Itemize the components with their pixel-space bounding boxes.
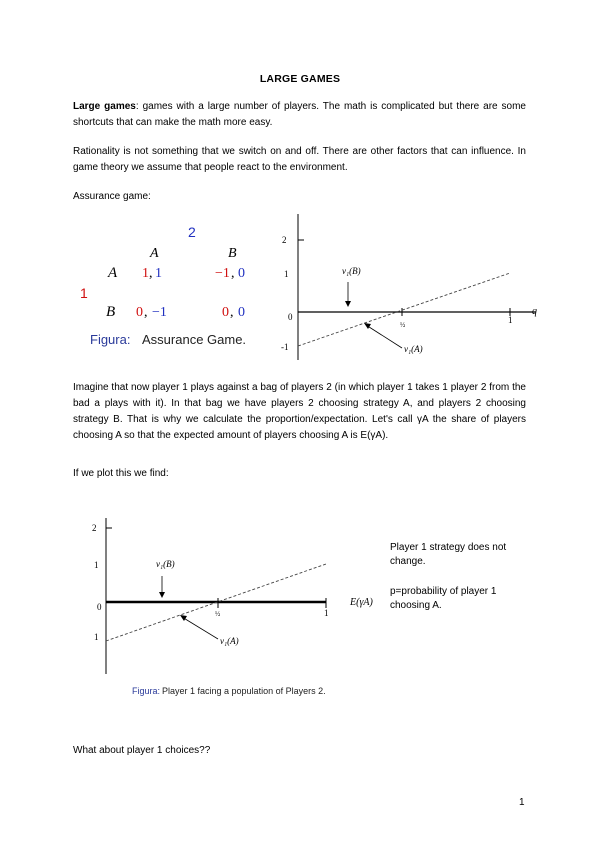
matrix-bb-comma: , — [230, 305, 234, 320]
matrix-ba-p2: −1 — [152, 305, 167, 320]
matrix-ba-p1: 0 — [136, 305, 143, 320]
graph2-caption-label: Figura: — [132, 686, 161, 696]
matrix-row-a: A — [108, 265, 118, 281]
graph1-arrow-a — [366, 325, 402, 348]
graph2-x-tick-half: ½ — [215, 610, 221, 618]
graph2-x-tick-1: 1 — [324, 608, 329, 618]
matrix-col-b: B — [228, 246, 237, 261]
graph1-y-tick-1: 1 — [284, 269, 289, 279]
graph1-y-tick-0: 0 — [288, 312, 293, 322]
graph1 — [272, 210, 548, 370]
graph2-y-tick-1: 1 — [94, 560, 99, 570]
matrix-ab-comma: , — [231, 266, 235, 281]
graph1-y-tick-neg1: -1 — [281, 342, 289, 352]
matrix-col-a: A — [150, 246, 159, 261]
graph1-arrow-a-head — [364, 323, 371, 329]
graph2-y-tick-low: 1 — [94, 632, 99, 642]
matrix-player-col: 2 — [188, 224, 196, 240]
graph1-arrow-b-head — [345, 301, 351, 307]
graph1-x-label: q — [532, 306, 537, 317]
matrix-row-b: B — [106, 304, 116, 320]
question-text: What about player 1 choices?? — [73, 745, 211, 756]
graph2-arrow-b-head — [159, 592, 165, 598]
graph1-line-b-label: v₁(B) — [342, 266, 361, 276]
page-title: LARGE GAMES — [259, 73, 341, 85]
graph2-y-tick-0: 0 — [97, 602, 102, 612]
matrix-aa-p1: 1 — [142, 266, 149, 281]
graph2-y-tick-2: 2 — [92, 523, 97, 533]
graph2-arrow-a-head — [180, 615, 187, 621]
graph1-line-a-label: v₁(A) — [404, 344, 423, 354]
matrix-bb-p1: 0 — [222, 305, 229, 320]
assurance-label: Assurance game: — [73, 191, 151, 202]
intro-text: : games with a large number of players. The math is complicated but there are some shortcuts that can make the math more easy. — [73, 101, 526, 128]
graph1-line-b — [298, 273, 510, 346]
graph2-caption-text: Player 1 facing a population of Players 2. — [162, 686, 326, 696]
matrix-aa-p2: 1 — [155, 266, 162, 281]
side-note-strategy: Player 1 strategy does not change. — [390, 542, 507, 567]
side-note-probability: p=probability of player 1 choosing A. — [390, 586, 497, 611]
matrix-ab-p1: −1 — [215, 266, 230, 281]
matrix-caption-label: Figura: — [90, 332, 131, 347]
rationality-paragraph: Rationality is not something that we switch on and off. There are other factors that can influence. In game theory we assume that people react to the environment. — [73, 146, 526, 173]
graph2-arrow-a — [182, 617, 218, 639]
matrix-ab-p2: 0 — [238, 266, 245, 281]
graph2-line-b-label: v₁(B) — [156, 559, 175, 569]
matrix-bb-p2: 0 — [238, 305, 245, 320]
matrix-aa-comma: , — [149, 266, 153, 281]
intro-paragraph — [73, 99, 526, 131]
matrix-player-row: 1 — [80, 285, 88, 301]
graph1-x-tick-1: 1 — [508, 315, 513, 325]
assurance-matrix — [78, 222, 268, 352]
page-number: 1 — [519, 797, 525, 808]
graph2 — [84, 516, 384, 706]
intro-bold-term: Large games — [73, 101, 136, 112]
matrix-caption-text: Assurance Game. — [142, 332, 247, 347]
graph1-x-tick-half: ½ — [400, 321, 406, 329]
graph2-line-a-label: v₁(A) — [220, 636, 239, 646]
graph1-y-tick-2: 2 — [282, 235, 287, 245]
bag-paragraph: Imagine that now player 1 plays against a bag of players 2 (in which player 1 takes 1 player 2 from the bad a plays with it). In that bag we have players 2 choosing strategy A, and players 2 choosing strategy B. That is why we calculate the proportion/expectation. Let's call γA the share of players choosing A so that the expected amount of players choosing A is E(γA). — [73, 382, 526, 441]
plot-intro: If we plot this we find: — [73, 468, 169, 479]
graph2-x-label: E(γA) — [350, 597, 373, 608]
matrix-ba-comma: , — [144, 305, 148, 320]
